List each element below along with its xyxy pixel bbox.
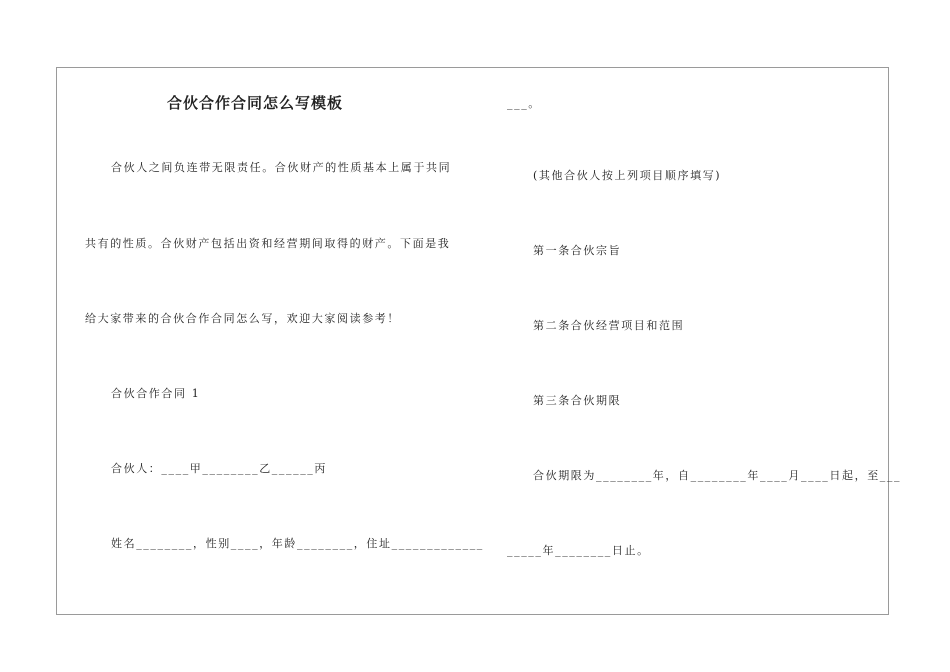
document-title: 合伙合作合同怎么写模板 — [167, 94, 344, 112]
term-line-continuation: _____年________日止。 — [507, 544, 650, 557]
paragraph-line: 合伙人之间负连带无限责任。合伙财产的性质基本上属于共同 — [111, 161, 452, 174]
term-line: 合伙期限为________年，自________年____月____日起，至___ — [533, 469, 902, 482]
left-column — [85, 68, 484, 614]
right-column — [507, 68, 902, 614]
document-page — [56, 67, 902, 615]
form-line-personal-info: 姓名________，性别____，年龄________，住址_____________ — [111, 537, 484, 550]
note-line: (其他合伙人按上列项目顺序填写) — [533, 169, 722, 182]
form-line-continuation: ___。 — [507, 97, 541, 110]
form-line-partners: 合伙人：____甲________乙______丙 — [111, 462, 327, 475]
article-heading: 第二条合伙经营项目和范围 — [533, 319, 685, 332]
paragraph-line: 共有的性质。合伙财产包括出资和经营期间取得的财产。下面是我 — [85, 237, 451, 250]
paragraph-line: 给大家带来的合伙合作合同怎么写，欢迎大家阅读参考！ — [85, 312, 400, 325]
article-heading: 第一条合伙宗旨 — [533, 244, 622, 257]
article-heading: 第三条合伙期限 — [533, 394, 622, 407]
section-heading: 合伙合作合同 1 — [111, 387, 201, 400]
